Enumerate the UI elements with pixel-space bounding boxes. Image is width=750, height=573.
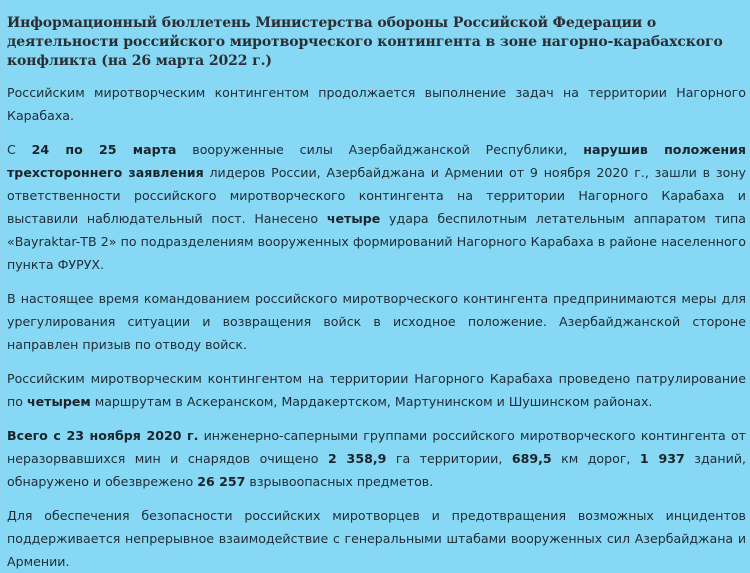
text-segment: инженерно-саперными группами российского миротворческого контингента от неразорвавшихся мин и снарядов очищено	[7, 428, 747, 466]
text-segment: Российским миротворческим контингентом на территории Нагорного Карабаха проведено патрулирование по	[7, 371, 746, 409]
paragraph-patrols	[7, 367, 746, 413]
bulletin-title: Информационный бюллетень Министерства обороны Российской Федерации о деятельности российского миротворческого контингента в зоне нагорно-карабахского конфликта (на 26 марта 2022 г.)	[7, 15, 723, 69]
text-segment: км дорог,	[551, 451, 640, 466]
paragraph-demining-stats	[7, 424, 746, 493]
bold-explosives: 26 257	[197, 474, 246, 489]
bold-buildings: 1 937	[639, 451, 685, 466]
bold-violation: нарушив положения трехстороннего заявления	[7, 142, 746, 180]
bold-road-km: 689,5	[511, 451, 552, 466]
bold-date-range: 24 по 25 марта	[31, 142, 177, 157]
paragraph-mission-continues: Российским миротворческим контингентом продолжается выполнение задач на территории Нагорного Карабаха.	[7, 85, 746, 123]
text-segment: га территории,	[386, 451, 512, 466]
text-segment: маршрутам в Аскеранском, Мардакертском, Мартунинском и Шушинском районах.	[90, 394, 653, 409]
text-segment: лидеров России, Азербайджана и Армении от 9 ноября 2020 г., зашли в зону ответственности российского миротворческого контингента на территории Нагорного Карабаха и выставили наблюдательный пост. Нанесено	[7, 165, 746, 226]
text-segment: взрывоопасных предметов.	[245, 474, 434, 489]
paragraph-violation-report	[7, 138, 746, 276]
paragraph-cooperation: Для обеспечения безопасности российских миротворцев и предотвращения возможных инцидентов поддерживается непрерывное взаимодействие с генеральными штабами вооруженных сил Азербайджана и Армении.	[7, 508, 746, 569]
text-segment: вооруженные силы Азербайджанской Республики,	[176, 142, 584, 157]
bold-since-date: Всего с 23 ноября 2020 г.	[7, 428, 199, 443]
text-segment: С	[7, 142, 32, 157]
text-segment: зданий, обнаружено и обезврежено	[7, 451, 747, 489]
bold-hectares: 2 358,9	[327, 451, 387, 466]
bold-route-count: четырем	[26, 394, 91, 409]
bold-strike-count: четыре	[326, 211, 381, 226]
paragraph-measures: В настоящее время командованием российского миротворческого контингента предпринимаются меры для урегулирования ситуации и возвращения войск в исходное положение. Азербайджанской стороне направлен призыв по отводу войск.	[7, 291, 746, 352]
text-segment: удара беспилотным летательным аппаратом типа «Bayraktar-ТВ 2» по подразделениям вооруженных формирований Нагорного Карабаха в районе населенного пункта ФУРУХ.	[7, 211, 746, 272]
